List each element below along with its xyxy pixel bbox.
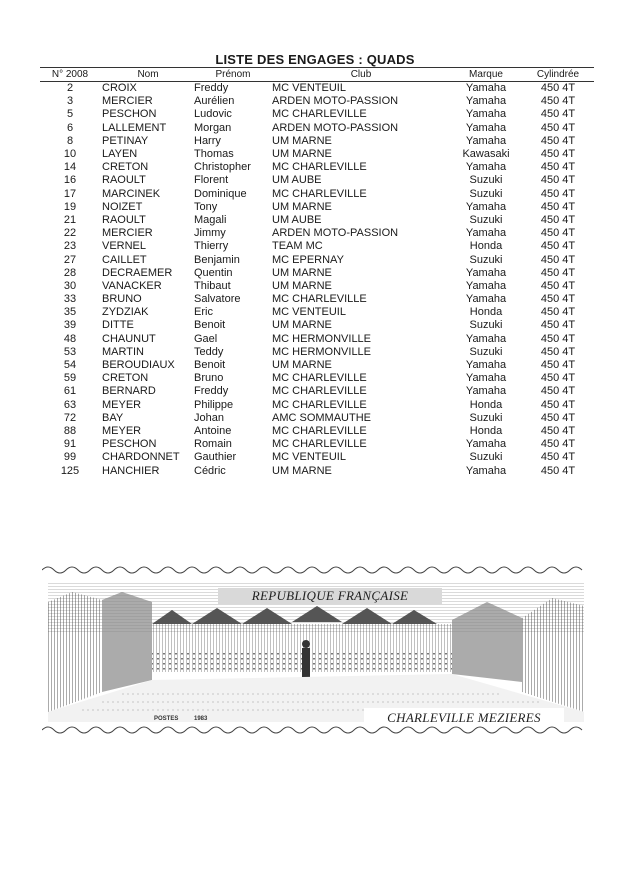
cell-marque: Yamaha bbox=[465, 359, 507, 372]
cell-cylindree: 450 4T bbox=[540, 95, 576, 108]
cell-cylindree: 450 4T bbox=[540, 306, 576, 319]
cell-num: 53 bbox=[63, 345, 77, 358]
header-club: Club bbox=[272, 68, 450, 82]
cell-cylindree: 450 4T bbox=[540, 161, 576, 174]
cell-nom: BEROUDIAUX bbox=[102, 359, 175, 372]
cell-num: 16 bbox=[63, 174, 77, 187]
cell-marque: Yamaha bbox=[465, 82, 507, 95]
table-row bbox=[40, 201, 594, 214]
cell-nom: BERNARD bbox=[102, 385, 156, 398]
table-row bbox=[40, 227, 594, 240]
cell-marque: Yamaha bbox=[465, 121, 507, 134]
cell-club: UM MARNE bbox=[272, 359, 332, 372]
cell-nom: HANCHIER bbox=[102, 464, 160, 477]
cell-num: 22 bbox=[63, 227, 77, 240]
cell-nom: NOIZET bbox=[102, 200, 143, 213]
cell-marque: Yamaha bbox=[465, 372, 507, 385]
cell-num: 91 bbox=[63, 438, 77, 451]
cell-nom: LAYEN bbox=[102, 148, 138, 161]
cell-prenom: Benoit bbox=[194, 359, 226, 372]
cell-nom: ZYDZIAK bbox=[102, 306, 149, 319]
cell-nom: VERNEL bbox=[102, 240, 147, 253]
cell-prenom: Antoine bbox=[194, 424, 232, 437]
cell-num: 54 bbox=[63, 359, 77, 372]
cell-marque: Yamaha bbox=[465, 108, 507, 121]
table-row bbox=[40, 108, 594, 121]
cell-club: AMC SOMMAUTHE bbox=[272, 411, 371, 424]
cell-num: 5 bbox=[66, 108, 74, 121]
cell-nom: PESCHON bbox=[102, 438, 157, 451]
cell-club: UM MARNE bbox=[272, 134, 332, 147]
cell-cylindree: 450 4T bbox=[540, 266, 576, 279]
cell-cylindree: 450 4T bbox=[540, 438, 576, 451]
cell-marque: Suzuki bbox=[469, 213, 503, 226]
cell-prenom: Thibaut bbox=[194, 279, 231, 292]
cell-num: 88 bbox=[63, 424, 77, 437]
cell-marque: Honda bbox=[469, 424, 503, 437]
cell-cylindree: 450 4T bbox=[540, 187, 576, 200]
cell-prenom: Thomas bbox=[194, 148, 234, 161]
cell-cylindree: 450 4T bbox=[540, 121, 576, 134]
cell-cylindree: 450 4T bbox=[540, 359, 576, 372]
table-row bbox=[40, 267, 594, 280]
cell-prenom: Cédric bbox=[194, 464, 226, 477]
cell-num: 27 bbox=[63, 253, 77, 266]
cell-marque: Honda bbox=[469, 398, 503, 411]
cell-num: 23 bbox=[63, 240, 77, 253]
cell-nom: DITTE bbox=[102, 319, 134, 332]
table-row bbox=[40, 306, 594, 319]
cell-nom: RAOULT bbox=[102, 174, 146, 187]
table-row bbox=[40, 82, 594, 96]
cell-nom: PESCHON bbox=[102, 108, 157, 121]
cell-marque: Suzuki bbox=[469, 319, 503, 332]
cell-cylindree: 450 4T bbox=[540, 332, 576, 345]
cell-prenom: Freddy bbox=[194, 385, 229, 398]
cell-cylindree: 450 4T bbox=[540, 398, 576, 411]
table-row bbox=[40, 148, 594, 161]
stamp-city-text: CHARLEVILLE MEZIERES bbox=[387, 710, 541, 725]
cell-cylindree: 450 4T bbox=[540, 451, 576, 464]
cell-num: 39 bbox=[63, 319, 77, 332]
cell-num: 14 bbox=[63, 161, 77, 174]
cell-club: ARDEN MOTO-PASSION bbox=[272, 95, 399, 108]
cell-club: ARDEN MOTO-PASSION bbox=[272, 121, 399, 134]
cell-nom: CHAUNUT bbox=[102, 332, 156, 345]
cell-cylindree: 450 4T bbox=[540, 279, 576, 292]
entrants-table bbox=[40, 67, 594, 478]
cell-prenom: Tony bbox=[194, 200, 218, 213]
cell-prenom: Dominique bbox=[194, 187, 247, 200]
cell-club: UM MARNE bbox=[272, 266, 332, 279]
table-row bbox=[40, 174, 594, 187]
cell-nom: CRETON bbox=[102, 161, 149, 174]
table-row bbox=[40, 293, 594, 306]
cell-marque: Suzuki bbox=[469, 253, 503, 266]
cell-cylindree: 450 4T bbox=[540, 464, 576, 477]
cell-marque: Suzuki bbox=[469, 174, 503, 187]
stamp-country-text: REPUBLIQUE FRANÇAISE bbox=[251, 588, 409, 603]
cell-cylindree: 450 4T bbox=[540, 411, 576, 424]
cell-cylindree: 450 4T bbox=[540, 293, 576, 306]
cell-prenom: Gauthier bbox=[194, 451, 237, 464]
cell-prenom: Harry bbox=[194, 134, 221, 147]
cell-prenom: Philippe bbox=[194, 398, 234, 411]
cell-marque: Yamaha bbox=[465, 134, 507, 147]
cell-club: UM AUBE bbox=[272, 174, 322, 187]
table-row bbox=[40, 319, 594, 332]
cell-marque: Kawasaki bbox=[462, 148, 510, 161]
cell-nom: MEYER bbox=[102, 398, 142, 411]
table-row bbox=[40, 280, 594, 293]
table-body bbox=[40, 82, 594, 478]
stamp-edge-bottom bbox=[42, 727, 582, 733]
cell-nom: MEYER bbox=[102, 424, 142, 437]
table-row bbox=[40, 385, 594, 398]
cell-club: MC VENTEUIL bbox=[272, 82, 346, 95]
table-row bbox=[40, 135, 594, 148]
page-title: LISTE DES ENGAGES : QUADS bbox=[215, 52, 415, 67]
cell-cylindree: 450 4T bbox=[540, 345, 576, 358]
cell-num: 2 bbox=[66, 82, 74, 95]
cell-num: 17 bbox=[63, 187, 77, 200]
cell-prenom: Quentin bbox=[194, 266, 233, 279]
cell-nom: MARTIN bbox=[102, 345, 144, 358]
cell-num: 35 bbox=[63, 306, 77, 319]
cell-marque: Suzuki bbox=[469, 411, 503, 424]
cell-prenom: Christopher bbox=[194, 161, 251, 174]
cell-marque: Suzuki bbox=[469, 187, 503, 200]
cell-num: 99 bbox=[63, 451, 77, 464]
cell-prenom: Magali bbox=[194, 213, 227, 226]
cell-prenom: Gael bbox=[194, 332, 218, 345]
cell-marque: Honda bbox=[469, 240, 503, 253]
cell-num: 61 bbox=[63, 385, 77, 398]
cell-club: MC CHARLEVILLE bbox=[272, 424, 367, 437]
cell-nom: CHARDONNET bbox=[102, 451, 180, 464]
table-row bbox=[40, 95, 594, 108]
cell-prenom: Freddy bbox=[194, 82, 229, 95]
table-row bbox=[40, 240, 594, 253]
cell-club: UM MARNE bbox=[272, 279, 332, 292]
cell-club: MC CHARLEVILLE bbox=[272, 385, 367, 398]
cell-prenom: Florent bbox=[194, 174, 229, 187]
cell-nom: LALLEMENT bbox=[102, 121, 167, 134]
cell-marque: Suzuki bbox=[469, 451, 503, 464]
cell-marque: Yamaha bbox=[465, 200, 507, 213]
cell-num: 28 bbox=[63, 266, 77, 279]
table-header bbox=[40, 68, 594, 82]
cell-cylindree: 450 4T bbox=[540, 174, 576, 187]
cell-club: UM MARNE bbox=[272, 319, 332, 332]
cell-marque: Suzuki bbox=[469, 345, 503, 358]
cell-cylindree: 450 4T bbox=[540, 372, 576, 385]
postage-stamp bbox=[42, 562, 590, 734]
table-row bbox=[40, 214, 594, 227]
cell-club: UM MARNE bbox=[272, 200, 332, 213]
table-row bbox=[40, 253, 594, 266]
header-cylindree: Cylindrée bbox=[522, 68, 594, 82]
cell-club: MC EPERNAY bbox=[272, 253, 344, 266]
cell-num: 33 bbox=[63, 293, 77, 306]
cell-prenom: Salvatore bbox=[194, 293, 241, 306]
cell-cylindree: 450 4T bbox=[540, 319, 576, 332]
cell-club: UM MARNE bbox=[272, 464, 332, 477]
cell-marque: Yamaha bbox=[465, 464, 507, 477]
cell-marque: Honda bbox=[469, 306, 503, 319]
cell-num: 3 bbox=[66, 95, 74, 108]
cell-cylindree: 450 4T bbox=[540, 213, 576, 226]
cell-club: UM AUBE bbox=[272, 213, 322, 226]
cell-prenom: Bruno bbox=[194, 372, 224, 385]
cell-num: 72 bbox=[63, 411, 77, 424]
cell-cylindree: 450 4T bbox=[540, 424, 576, 437]
cell-cylindree: 450 4T bbox=[540, 134, 576, 147]
cell-num: 19 bbox=[63, 200, 77, 213]
table-row bbox=[40, 122, 594, 135]
cell-club: MC VENTEUIL bbox=[272, 451, 346, 464]
cell-prenom: Jimmy bbox=[194, 227, 226, 240]
cell-prenom: Morgan bbox=[194, 121, 232, 134]
cell-club: MC HERMONVILLE bbox=[272, 345, 372, 358]
cell-prenom: Aurélien bbox=[194, 95, 235, 108]
cell-marque: Yamaha bbox=[465, 385, 507, 398]
table-row bbox=[40, 188, 594, 201]
cell-marque: Yamaha bbox=[465, 266, 507, 279]
stamp-year-text: 1983 bbox=[194, 716, 208, 722]
cell-prenom: Johan bbox=[194, 411, 224, 424]
cell-nom: PETINAY bbox=[102, 134, 149, 147]
stamp-edge-top bbox=[42, 567, 582, 573]
cell-prenom: Benjamin bbox=[194, 253, 240, 266]
cell-cylindree: 450 4T bbox=[540, 385, 576, 398]
cell-club: MC CHARLEVILLE bbox=[272, 108, 367, 121]
cell-nom: CRETON bbox=[102, 372, 149, 385]
cell-cylindree: 450 4T bbox=[540, 227, 576, 240]
header-num: N° 2008 bbox=[40, 68, 100, 82]
cell-club: MC CHARLEVILLE bbox=[272, 372, 367, 385]
cell-nom: MARCINEK bbox=[102, 187, 161, 200]
cell-cylindree: 450 4T bbox=[540, 82, 576, 95]
table-row bbox=[40, 438, 594, 451]
cell-prenom: Thierry bbox=[194, 240, 229, 253]
cell-num: 6 bbox=[66, 121, 74, 134]
cell-cylindree: 450 4T bbox=[540, 148, 576, 161]
cell-club: ARDEN MOTO-PASSION bbox=[272, 227, 399, 240]
cell-cylindree: 450 4T bbox=[540, 240, 576, 253]
cell-club: MC VENTEUIL bbox=[272, 306, 346, 319]
cell-marque: Yamaha bbox=[465, 438, 507, 451]
table-row bbox=[40, 161, 594, 174]
cell-num: 8 bbox=[66, 134, 74, 147]
cell-club: MC CHARLEVILLE bbox=[272, 161, 367, 174]
table-row bbox=[40, 359, 594, 372]
cell-marque: Yamaha bbox=[465, 293, 507, 306]
header-marque: Marque bbox=[450, 68, 522, 82]
cell-nom: BRUNO bbox=[102, 293, 142, 306]
cell-club: UM MARNE bbox=[272, 148, 332, 161]
cell-cylindree: 450 4T bbox=[540, 108, 576, 121]
cell-prenom: Teddy bbox=[194, 345, 224, 358]
cell-nom: MERCIER bbox=[102, 227, 153, 240]
cell-marque: Yamaha bbox=[465, 227, 507, 240]
table-row bbox=[40, 412, 594, 425]
cell-nom: RAOULT bbox=[102, 213, 146, 226]
cell-club: TEAM MC bbox=[272, 240, 323, 253]
cell-num: 30 bbox=[63, 279, 77, 292]
cell-cylindree: 450 4T bbox=[540, 253, 576, 266]
cell-club: MC CHARLEVILLE bbox=[272, 293, 367, 306]
cell-marque: Yamaha bbox=[465, 332, 507, 345]
header-row bbox=[40, 68, 594, 82]
cell-club: MC CHARLEVILLE bbox=[272, 398, 367, 411]
cell-club: MC CHARLEVILLE bbox=[272, 438, 367, 451]
cell-nom: MERCIER bbox=[102, 95, 153, 108]
table-row bbox=[40, 464, 594, 477]
table-row bbox=[40, 346, 594, 359]
cell-num: 10 bbox=[63, 148, 77, 161]
header-nom: Nom bbox=[100, 68, 194, 82]
cell-nom: DECRAEMER bbox=[102, 266, 173, 279]
table-row bbox=[40, 425, 594, 438]
cell-marque: Yamaha bbox=[465, 95, 507, 108]
cell-prenom: Ludovic bbox=[194, 108, 232, 121]
cell-club: MC CHARLEVILLE bbox=[272, 187, 367, 200]
cell-nom: BAY bbox=[102, 411, 124, 424]
cell-num: 21 bbox=[63, 213, 77, 226]
cell-nom: VANACKER bbox=[102, 279, 162, 292]
header-prenom: Prénom bbox=[194, 68, 272, 82]
cell-club: MC HERMONVILLE bbox=[272, 332, 372, 345]
cell-nom: CAILLET bbox=[102, 253, 147, 266]
table-row bbox=[40, 399, 594, 412]
table-row bbox=[40, 451, 594, 464]
cell-prenom: Romain bbox=[194, 438, 232, 451]
cell-num: 48 bbox=[63, 332, 77, 345]
cell-prenom: Eric bbox=[194, 306, 213, 319]
cell-num: 125 bbox=[60, 464, 80, 477]
cell-prenom: Benoit bbox=[194, 319, 226, 332]
cell-num: 59 bbox=[63, 372, 77, 385]
stamp-postes-text: POSTES bbox=[154, 716, 179, 722]
table-row bbox=[40, 372, 594, 385]
cell-cylindree: 450 4T bbox=[540, 200, 576, 213]
cell-nom: CROIX bbox=[102, 82, 137, 95]
cell-marque: Yamaha bbox=[465, 161, 507, 174]
table-row bbox=[40, 333, 594, 346]
cell-marque: Yamaha bbox=[465, 279, 507, 292]
cell-num: 63 bbox=[63, 398, 77, 411]
